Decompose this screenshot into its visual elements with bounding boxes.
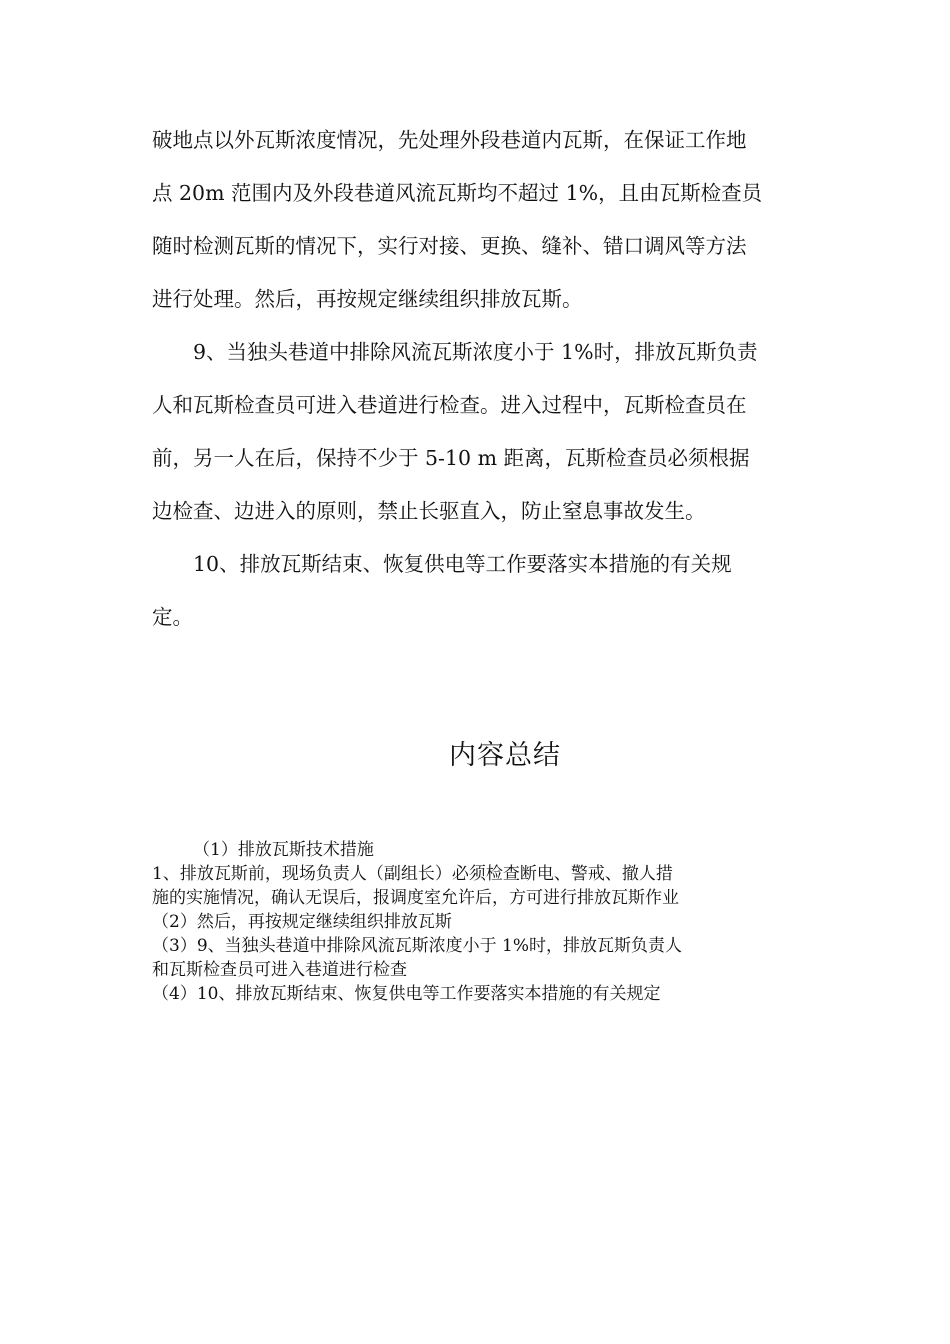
paragraph-item-10 <box>152 538 802 644</box>
summary-item: 1、排放瓦斯前，现场负责人（副组长）必须检查断电、警戒、撤人措 <box>152 864 673 884</box>
paragraph-continuation <box>152 114 802 326</box>
text-line: 随时检测瓦斯的情况下，实行对接、更换、缝补、错口调风等方法 <box>152 234 747 258</box>
text-line: 点 20m 范围内及外段巷道风流瓦斯均不超过 1%，且由瓦斯检查员 <box>152 181 763 205</box>
summary-title: 内容总结 <box>449 740 561 771</box>
summary-item: （4）10、排放瓦斯结束、恢复供电等工作要落实本措施的有关规定 <box>152 984 661 1004</box>
text-line: 9、当独头巷道中排除风流瓦斯浓度小于 1%时，排放瓦斯负责 <box>193 340 758 364</box>
text-line: 人和瓦斯检查员可进入巷道进行检查。进入过程中，瓦斯检查员在 <box>152 393 747 417</box>
summary-item: 施的实施情况，确认无误后，报调度室允许后，方可进行排放瓦斯作业 <box>152 888 679 908</box>
body-text <box>152 114 802 644</box>
summary-item: （3）9、当独头巷道中排除风流瓦斯浓度小于 1%时，排放瓦斯负责人 <box>152 936 683 956</box>
summary-item: 和瓦斯检查员可进入巷道进行检查 <box>152 960 407 980</box>
text-line: 定。 <box>152 605 193 629</box>
text-line: 进行处理。然后，再按规定继续组织排放瓦斯。 <box>152 287 583 311</box>
summary-list <box>152 838 812 1006</box>
summary-item: （2）然后，再按规定继续组织排放瓦斯 <box>152 912 452 932</box>
text-line: 边检查、边进入的原则，禁止长驱直入，防止窒息事故发生。 <box>152 499 706 523</box>
text-line: 前，另一人在后，保持不少于 5-10 m 距离，瓦斯检查员必须根据 <box>152 446 750 470</box>
text-line: 10、排放瓦斯结束、恢复供电等工作要落实本措施的有关规 <box>193 552 732 576</box>
text-line: 破地点以外瓦斯浓度情况，先处理外段巷道内瓦斯，在保证工作地 <box>152 128 747 152</box>
summary-item: （1）排放瓦斯技术措施 <box>193 840 374 860</box>
paragraph-item-9 <box>152 326 802 538</box>
